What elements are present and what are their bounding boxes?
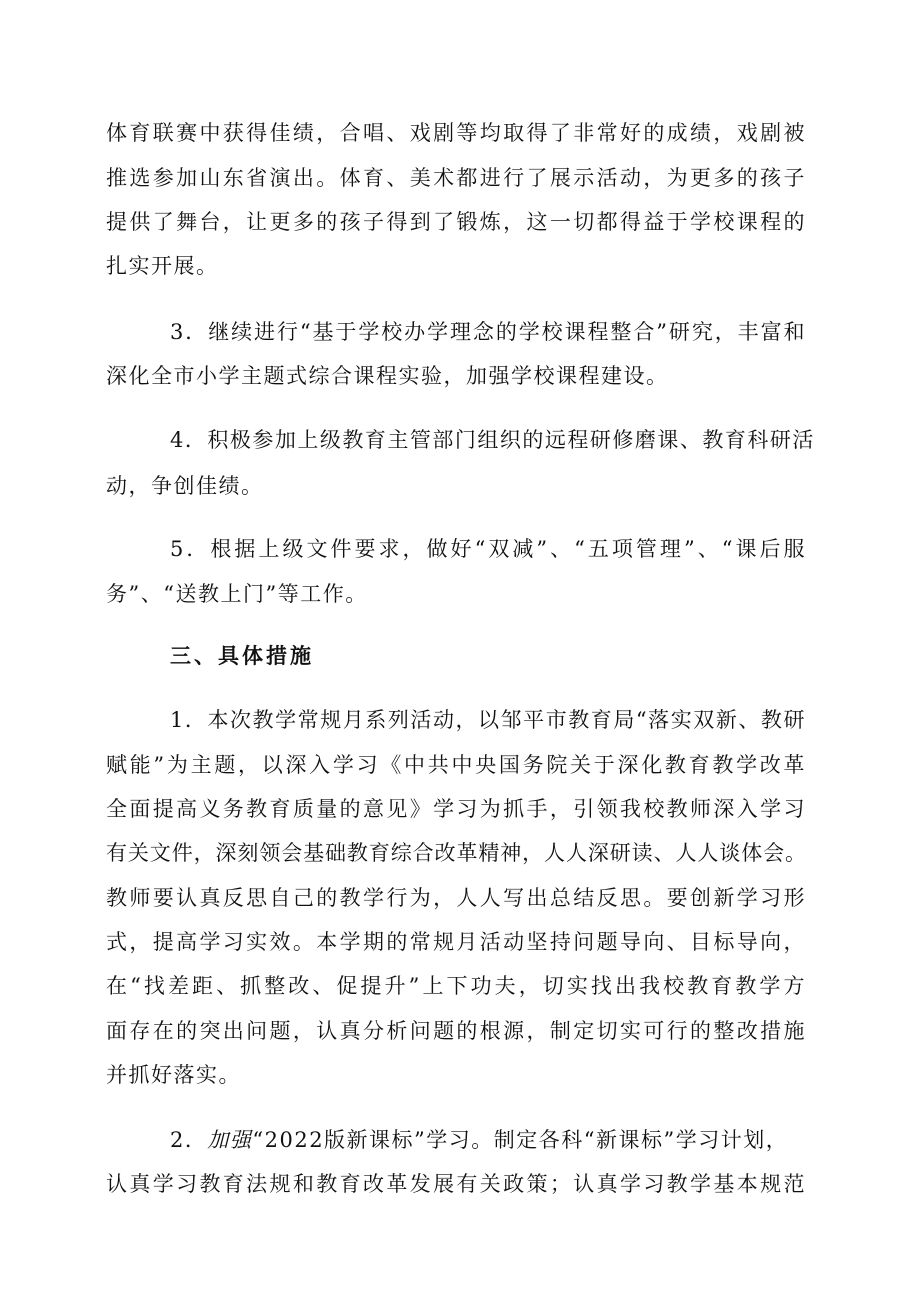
list-item-4: 4．积极参加上级教育主管部门组织的远程研修磨课、教育科研活: [170, 428, 815, 452]
paragraph-line: 在“找差距、抓整改、促提升”上下功夫，切实找出我校教育教学方: [106, 974, 806, 998]
paragraph-line: 体育联赛中获得佳绩，合唱、戏剧等均取得了非常好的成绩，戏剧被: [106, 121, 806, 145]
paragraph-line: 扎实开展。: [106, 254, 219, 278]
item-text: “2022版新课标”学习。制定各科“新课标”学习计划，: [252, 1128, 789, 1152]
list-item-5: 5．根据上级文件要求，做好“双减”、“五项管理”、“课后服: [170, 537, 806, 561]
paragraph-line: 深化全市小学主题式综合课程实验，加强学校课程建设。: [106, 364, 669, 388]
paragraph-line: 教师要认真反思自己的教学行为，人人写出总结反思。要创新学习形: [106, 886, 806, 910]
paragraph-line: 认真学习教育法规和教育改革发展有关政策；认真学习教学基本规范: [106, 1172, 806, 1196]
paragraph-line: 推选参加山东省演出。体育、美术都进行了展示活动，为更多的孩子: [106, 166, 806, 190]
paragraph-line: 面存在的突出问题，认真分析问题的根源，制定切实可行的整改措施: [106, 1019, 806, 1043]
paragraph-line: 动，争创佳绩。: [106, 474, 264, 498]
item-number: 2．: [170, 1128, 208, 1152]
paragraph-line: 并抓好落实。: [106, 1063, 241, 1087]
list-item-3: 3．继续进行“基于学校办学理念的学校课程整合”研究，丰富和: [170, 320, 806, 344]
paragraph-line: 全面提高义务教育质量的意见》学习为抓手，引领我校教师深入学习: [106, 797, 806, 821]
measure-item-1: 1．本次教学常规月系列活动，以邹平市教育局“落实双新、教研: [170, 708, 806, 732]
section-heading: 三、具体措施: [170, 643, 314, 668]
paragraph-line: 赋能”为主题，以深入学习《中共中央国务院关于深化教育教学改革: [106, 753, 806, 777]
paragraph-line: 务”、“送教上门”等工作。: [106, 582, 368, 606]
paragraph-line: 有关文件，深刻领会基础教育综合改革精神，人人深研读、人人谈体会。: [106, 841, 806, 865]
item-emphasis: 加强: [207, 1128, 253, 1152]
paragraph-line: 式，提高学习实效。本学期的常规月活动坚持问题导向、目标导向，: [106, 930, 806, 954]
paragraph-line: 提供了舞台，让更多的孩子得到了锻炼，这一切都得益于学校课程的: [106, 210, 806, 234]
measure-item-2: [170, 1126, 818, 1154]
